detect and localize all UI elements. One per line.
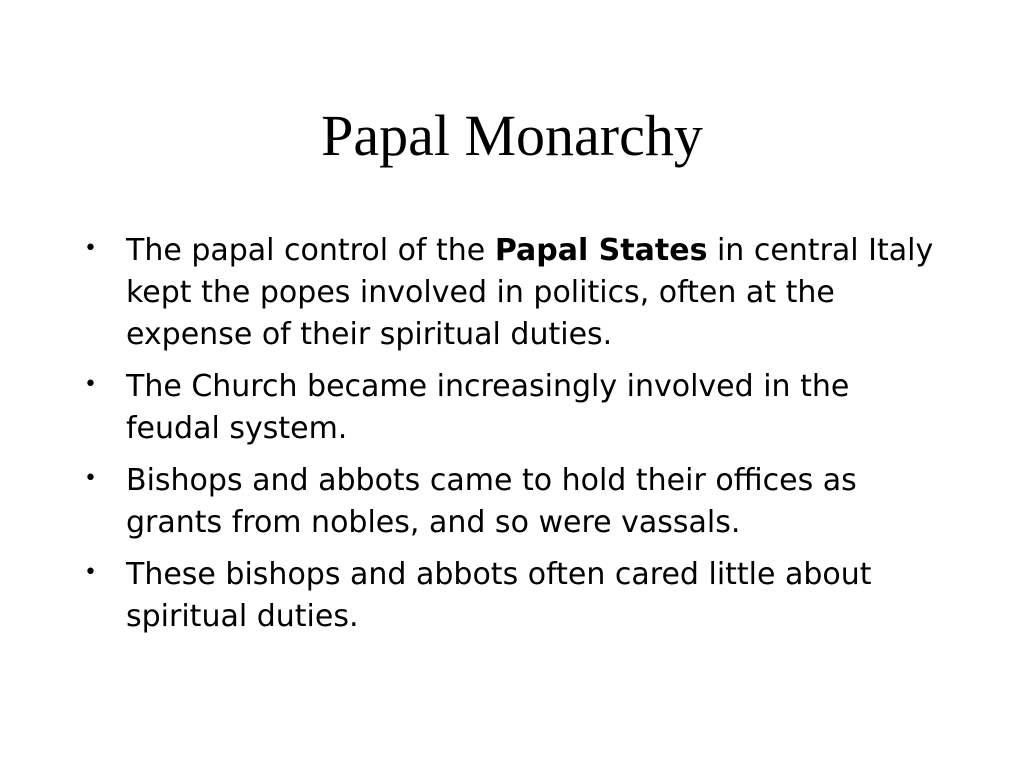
bullet-text-end: in central Italy kept the popes involved in politics, often at the expense of their spiritual duties.	[126, 233, 934, 352]
bullet-icon: •	[84, 560, 97, 585]
slide-title: Papal Monarchy	[321, 103, 703, 168]
bullet-item	[80, 366, 940, 450]
bullet-bold-term: Papal States	[494, 233, 708, 268]
bullet-icon: •	[84, 236, 97, 261]
bullet-text: These bishops and abbots often cared little about spiritual duties.	[126, 557, 872, 634]
bullet-text: Bishops and abbots came to hold their offices as grants from nobles, and so were vassals.	[126, 463, 857, 540]
bullet-icon: •	[84, 466, 97, 491]
bullet-list	[80, 230, 940, 648]
bullet-item	[80, 230, 940, 356]
bullet-item	[80, 460, 940, 544]
bullet-text-start: The papal control of the	[126, 233, 495, 268]
bullet-item	[80, 554, 940, 638]
bullet-icon: •	[84, 372, 97, 397]
bullet-text: The Church became increasingly involved in the feudal system.	[126, 369, 850, 446]
